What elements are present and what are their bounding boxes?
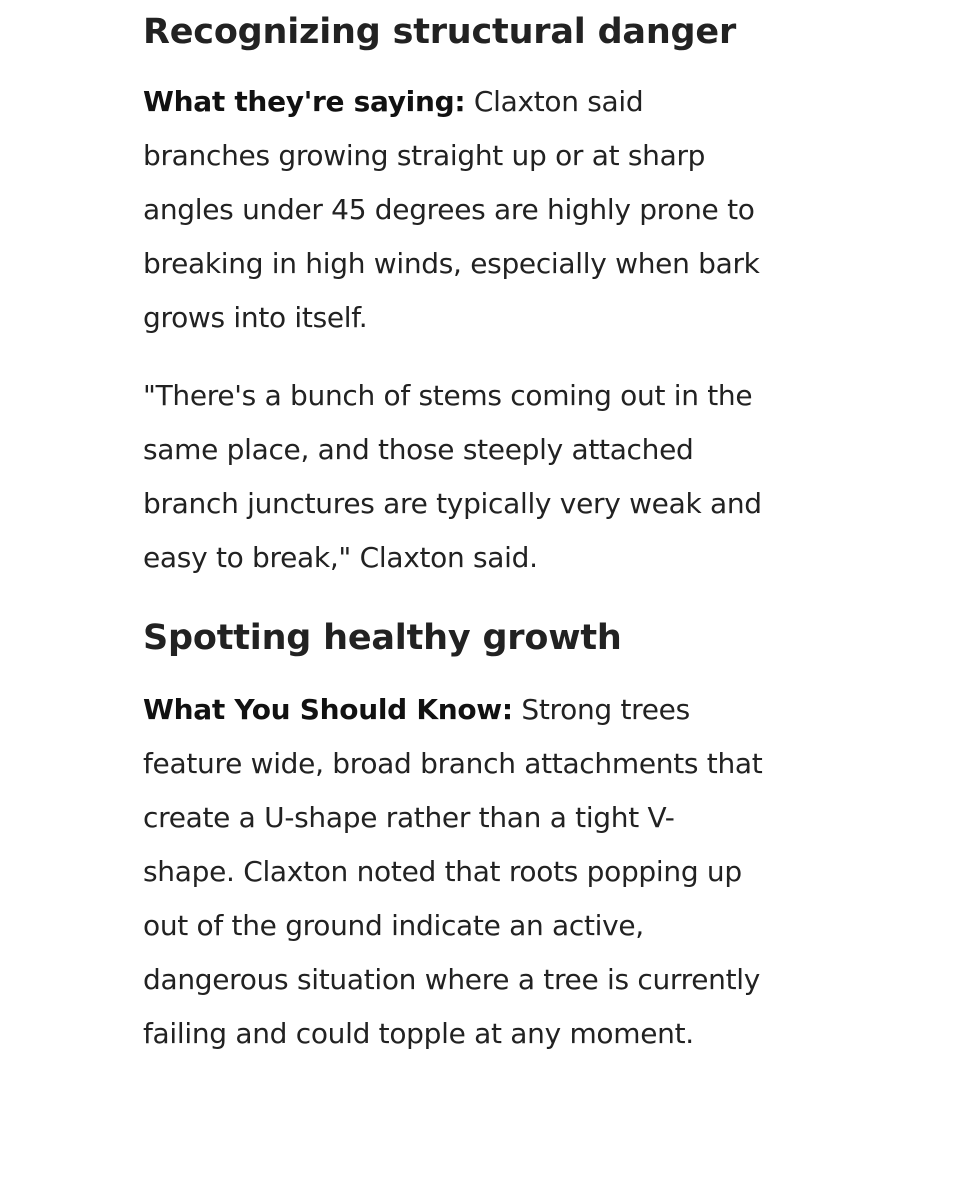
paragraph-text: Claxton said branches growing straight up or at sharp angles under 45 degrees are highly prone to breaking in high winds, especially when bark grows into itself.	[143, 85, 760, 334]
paragraph-text: Strong trees feature wide, broad branch attachments that create a U-shape rather than a tight V-shape. Claxton noted that roots popping up out of the ground indicate an active, dangerous situation where a tree is currently failing and could topple at any moment.	[143, 693, 763, 1050]
section-heading-healthy-growth: Spotting healthy growth	[143, 618, 622, 658]
lead-label: What they're saying:	[143, 85, 466, 118]
section-heading-structural-danger: Recognizing structural danger	[143, 12, 737, 52]
article-body	[143, 0, 763, 1061]
paragraph-what-theyre-saying	[143, 75, 763, 345]
paragraph-what-you-should-know	[143, 683, 763, 1061]
paragraph-quote: "There's a bunch of stems coming out in the same place, and those steeply attached branch junctures are typically very weak and easy to break," Claxton said.	[143, 379, 762, 574]
lead-label: What You Should Know:	[143, 693, 513, 726]
